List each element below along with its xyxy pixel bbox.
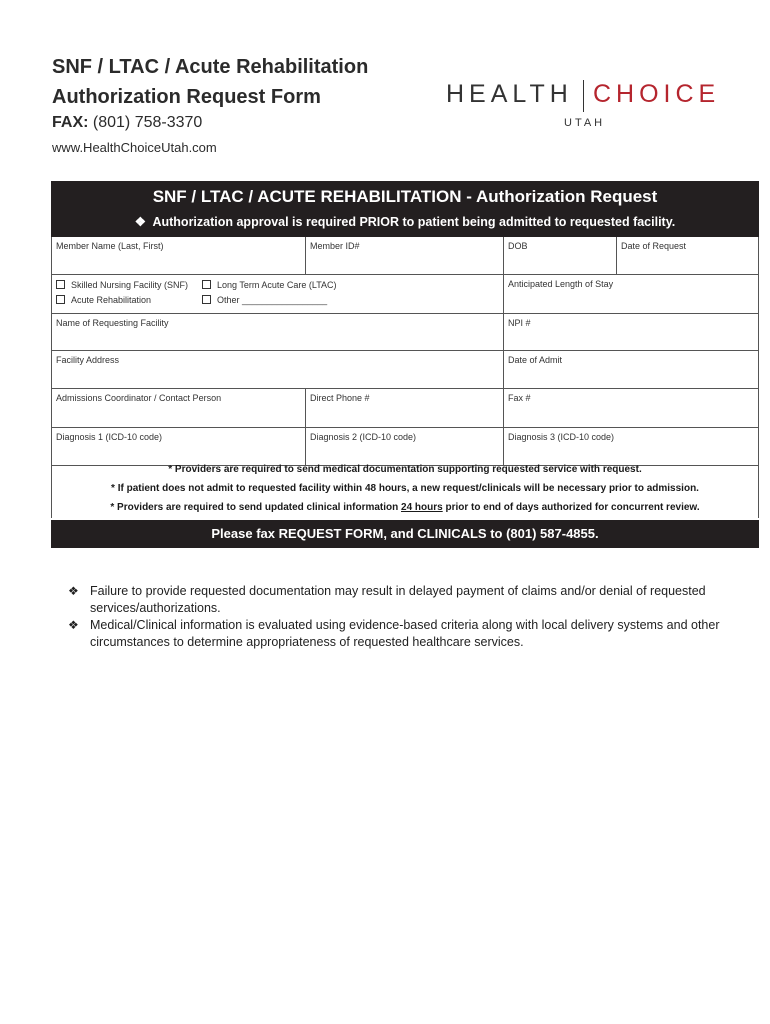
provider-note-3-end: prior to end of days authorized for concurrent review. [442,502,700,513]
disclaimer-item [66,583,736,617]
health-choice-logo [446,80,736,136]
form-row-facility-type [52,275,758,314]
date-of-admit-label: Date of Admit [508,355,563,365]
fax-line [52,114,202,132]
diagnosis-2-field[interactable] [306,428,504,465]
direct-phone-label: Direct Phone # [310,393,370,403]
member-id-label: Member ID# [310,241,360,251]
fax-number: (801) 758-3370 [92,114,203,131]
provider-note-3 [52,502,758,513]
npi-field[interactable] [504,314,758,350]
provider-note-1: * Providers are required to send medical documentation supporting requested service with request. [168,464,642,475]
logo-word-health: HEALTH [446,80,573,108]
member-name-label: Member Name (Last, First) [56,241,164,251]
member-name-field[interactable] [52,237,306,274]
facility-address-field[interactable] [52,351,504,388]
diagnosis-3-label: Diagnosis 3 (ICD-10 code) [508,432,615,442]
admissions-contact-label: Admissions Coordinator / Contact Person [56,393,222,403]
requesting-facility-label: Name of Requesting Facility [56,318,169,328]
website-link[interactable]: www.HealthChoiceUtah.com [52,140,217,155]
diagnosis-1-field[interactable] [52,428,306,465]
form-heading: SNF / LTAC / ACUTE REHABILITATION - Authorization Request [152,187,658,206]
diamond-bullet-icon: ❖ [68,618,79,632]
logo-divider [583,80,584,112]
disclaimer-list [66,583,736,651]
option-ltac-label: Long Term Acute Care (LTAC) [217,280,337,290]
diamond-bullet-icon: ❖ [68,584,79,598]
anticipated-stay-label: Anticipated Length of Stay [508,279,614,289]
provider-notes [51,461,759,518]
option-acute-rehab[interactable] [56,295,151,305]
title-line-2: Authorization Request Form [52,86,321,108]
disclaimer-text-1: Failure to provide requested documentation may result in delayed payment of claims and/or denial of requested services/authorizations. [90,584,706,615]
facility-address-label: Facility Address [56,355,120,365]
diagnosis-2-label: Diagnosis 2 (ICD-10 code) [310,432,417,442]
form-subheading-text: Authorization approval is required PRIOR to patient being admitted to requested facility. [152,215,676,229]
document-title [52,52,368,112]
admissions-contact-field[interactable] [52,389,306,427]
provider-note-2: * If patient does not admit to requested facility within 48 hours, a new request/clinicals will be necessary prior to admission. [111,483,699,494]
authorization-form [51,181,759,548]
date-of-request-label: Date of Request [621,241,687,251]
form-row-address [52,351,758,389]
member-id-field[interactable] [306,237,504,274]
anticipated-stay-field[interactable] [504,275,758,313]
requesting-facility-field[interactable] [52,314,504,350]
checkbox-icon[interactable] [202,295,211,304]
form-row-facility [52,314,758,351]
diamond-bullet-icon: ❖ [134,215,146,229]
provider-note-3-start: * Providers are required to send updated clinical information [110,502,402,513]
checkbox-icon[interactable] [56,280,65,289]
form-subheading [51,214,759,229]
npi-label: NPI # [508,318,531,328]
date-of-request-field[interactable] [617,237,758,274]
date-of-admit-field[interactable] [504,351,758,388]
direct-phone-field[interactable] [306,389,504,427]
option-snf[interactable] [56,280,188,290]
fax-field[interactable] [504,389,758,427]
dob-label: DOB [508,241,528,251]
option-ltac[interactable] [202,280,337,290]
provider-note-3-underlined: 24 hours [401,502,443,513]
facility-type-options [52,275,504,313]
option-acute-label: Acute Rehabilitation [71,295,152,305]
checkbox-icon[interactable] [56,295,65,304]
logo-word-utah: UTAH [564,117,606,129]
option-other-label: Other _________________ [217,295,328,305]
disclaimer-item [66,617,736,651]
disclaimer-text-2: Medical/Clinical information is evaluated using evidence-based criteria along with local delivery systems and other circumstances to determine appropriateness of requested healthcare services. [90,618,720,649]
checkbox-icon[interactable] [202,280,211,289]
form-header [51,181,759,237]
form-row-member [52,237,758,275]
form-grid [51,237,759,466]
option-other[interactable] [202,295,327,305]
diagnosis-3-field[interactable] [504,428,758,465]
form-row-contact [52,389,758,428]
fax-instructions-banner: Please fax REQUEST FORM, and CLINICALS to (801) 587-4855. [51,520,759,548]
fax-field-label: Fax # [508,393,531,403]
title-line-1: SNF / LTAC / Acute Rehabilitation [52,56,369,78]
logo-word-choice: CHOICE [593,80,721,108]
fax-label: FAX: [52,114,89,131]
option-snf-label: Skilled Nursing Facility (SNF) [71,280,189,290]
diagnosis-1-label: Diagnosis 1 (ICD-10 code) [56,432,163,442]
dob-field[interactable] [504,237,617,274]
